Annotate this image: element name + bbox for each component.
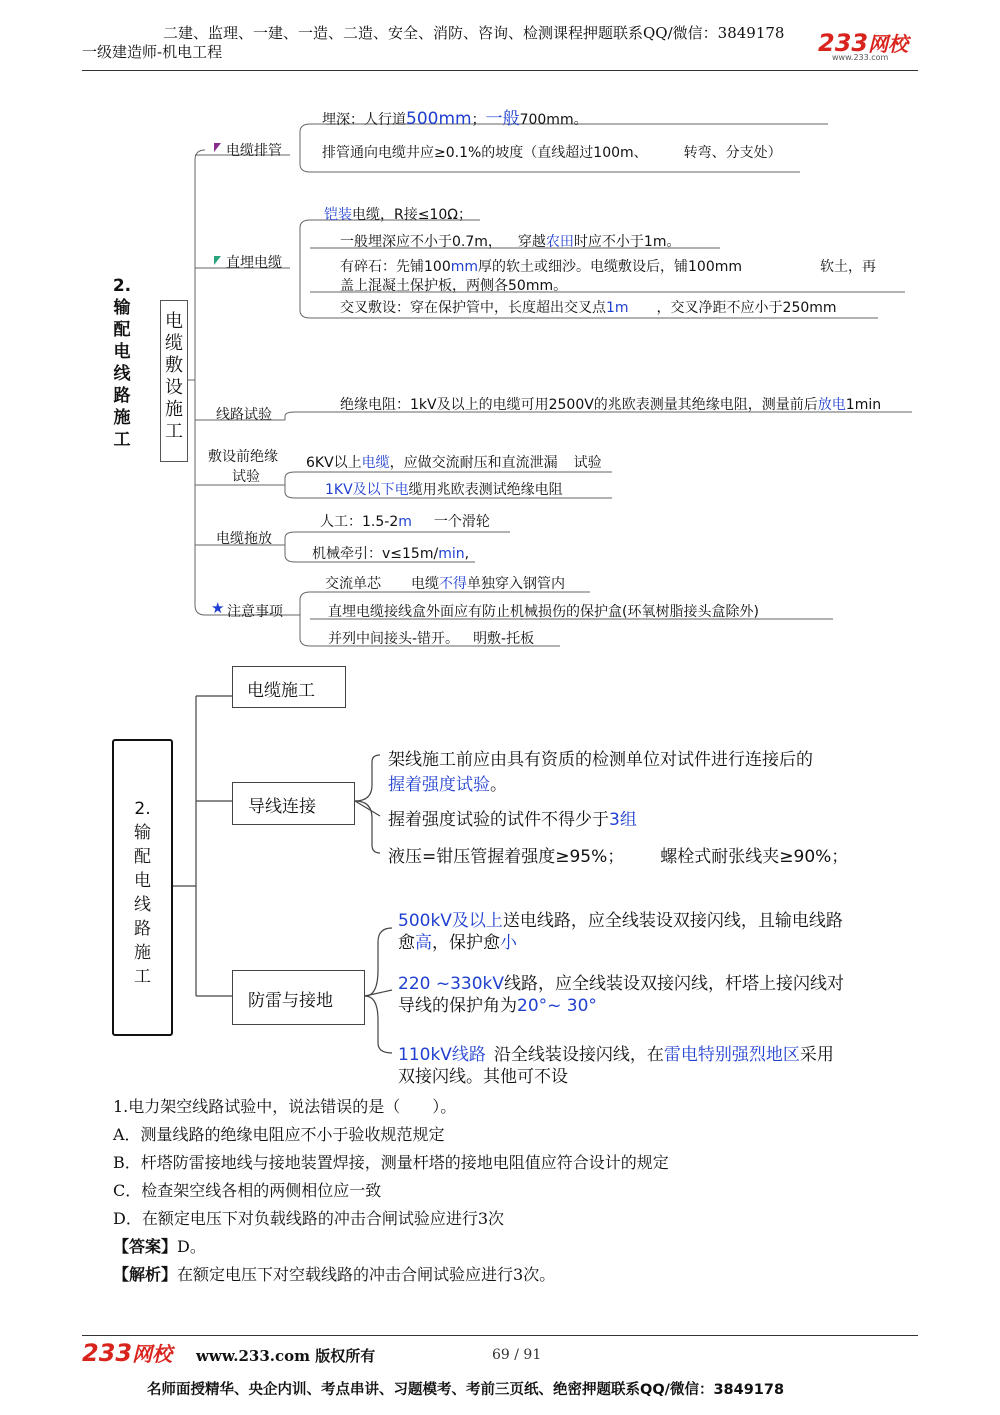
note-joint-box: 直埋电缆接线盒外面应有防止机械损伤的保护盒(环氧树脂接头盒除外) xyxy=(328,604,759,620)
conn-text-1b xyxy=(388,770,507,795)
lightning-220kv-2-b: 20°~ 30° xyxy=(517,996,597,1016)
option-c: C．检查架空线各相的两侧相位应一致 xyxy=(113,1181,382,1200)
note-parallel-b: 明敷-托板 xyxy=(473,631,535,647)
duct-depth-c: ； xyxy=(471,112,486,128)
analysis-label: 【解析】 xyxy=(113,1265,178,1284)
option-b: B．杆塔防雷接地线与接地装置焊接，测量杆塔的接地电阻值应符合设计的规定 xyxy=(113,1153,669,1172)
lightning-220kv-b: 线路，应全线装设双接闪线，杆塔上接闪线对 xyxy=(504,974,845,994)
branch-direct-burial: 直埋电缆 xyxy=(226,255,282,271)
duct-depth-e: 700mm。 xyxy=(519,112,588,128)
pre-test-6kv-c: ，应做交流耐压和直流泄漏 xyxy=(389,455,558,471)
map1-root: 2.输配电线路施工 xyxy=(112,276,132,450)
map2-root-label: 2.输配电线路施工 xyxy=(134,799,151,987)
footer-promo: 名师面授精华、央企内训、考点串讲、习题模考、考前三页纸、绝密押题联系QQ/微信：3849178 xyxy=(147,1382,785,1398)
lightning-110kv-c: 雷电特别强烈地区 xyxy=(663,1045,800,1065)
conn-text-2-a: 握着强度试验的试件不得少于 xyxy=(388,810,609,830)
duct-slope-a: 排管通向电缆井应≥0.1%的坡度（直线超过100m、 xyxy=(322,145,648,161)
lightning-110kv-b: 沿全线装设接闪线，在 xyxy=(493,1045,664,1065)
burial-gravel-b: mm xyxy=(450,259,479,275)
node-cable-construction-label: 电缆施工 xyxy=(247,681,315,701)
lightning-220kv-2-a: 导线的保护角为 xyxy=(398,996,517,1016)
pulling-machine-b: min xyxy=(438,546,465,562)
duct-depth xyxy=(322,104,588,129)
pulling-manual xyxy=(320,511,490,531)
pre-test-1kv-b: 缆用兆欧表测试绝缘电阻 xyxy=(408,482,563,498)
burial-crossing-b: 1m xyxy=(606,300,629,316)
footer-logo-number: 233 xyxy=(82,1339,133,1367)
conn-text-2-b: 3组 xyxy=(609,810,637,830)
branch-cable-duct: 电缆排管 xyxy=(226,143,282,159)
note-parallel-a: 并列中间接头-错开。 xyxy=(328,631,460,647)
pulling-manual-b: m xyxy=(398,514,412,530)
burial-gravel-c: 厚的软土或细沙。电缆敷设后，铺100mm xyxy=(478,259,743,275)
option-a: A．测量线路的绝缘电阻应不小于验收规范规定 xyxy=(113,1125,445,1144)
burial-armored-a: 铠装 xyxy=(324,207,352,223)
lightning-500kv-2-d: 小 xyxy=(500,933,517,953)
burial-depth-a: 一般埋深应不小于0.7m， xyxy=(340,234,502,250)
footer-rule xyxy=(82,1335,918,1336)
lightning-220kv-2 xyxy=(398,991,597,1016)
test-insulation-b: 放电 xyxy=(817,397,846,413)
burial-armored-b: 电缆，R接≤10Ω； xyxy=(352,207,472,223)
burial-depth-d: 时应不小于1m。 xyxy=(573,234,681,250)
conn-text-3-a: 液压=钳压管握着强度≥95%； xyxy=(388,847,625,867)
pulling-machine-a: 机械牵引：v≤15m/ xyxy=(312,546,439,562)
map1-sub-label: 电缆敷设施工 xyxy=(165,311,183,442)
node-cable-construction xyxy=(232,666,346,708)
pulling-machine xyxy=(312,543,469,563)
header-logo-text: 网校 xyxy=(868,32,909,56)
duct-slope-b: 转弯、分支处） xyxy=(683,145,782,161)
pulling-machine-c: , xyxy=(464,546,470,562)
conn-text-3 xyxy=(388,842,848,867)
analysis xyxy=(113,1262,555,1285)
header-subtitle: 一级建造师-机电工程 xyxy=(82,43,223,61)
answer-value: D。 xyxy=(177,1237,206,1256)
option-d: D．在额定电压下对负载线路的冲击合闸试验应进行3次 xyxy=(113,1209,505,1228)
duct-slope xyxy=(322,142,782,162)
burial-crossing-a: 交叉敷设：穿在保护管中，长度超出交叉点 xyxy=(340,300,606,316)
node-conductor-connection-label: 导线连接 xyxy=(248,797,316,817)
pre-test-1kv-a: 1KV及以下电 xyxy=(325,482,409,498)
pre-test-6kv-b: 电缆 xyxy=(361,455,390,471)
node-lightning-grounding xyxy=(232,970,365,1025)
footer-logo-text: 网校 xyxy=(132,1342,173,1366)
node-lightning-grounding-label: 防雷与接地 xyxy=(248,991,333,1011)
lightning-110kv-2: 双接闪线。其他可不设 xyxy=(398,1067,568,1087)
lightning-500kv-2-b: 高 xyxy=(415,933,432,953)
burial-crossing xyxy=(340,297,837,317)
conn-text-2 xyxy=(388,805,637,830)
duct-depth-a: 埋深：人行道 xyxy=(322,112,406,128)
burial-depth-b: 穿越 xyxy=(517,234,546,250)
header-promo: 二建、监理、一建、一造、二造、安全、消防、咨询、检测课程押题联系QQ/微信：3849178 xyxy=(163,24,785,42)
header-logo-number: 233 xyxy=(818,29,869,57)
lightning-500kv-a: 500kV及以上 xyxy=(398,911,503,931)
pre-test-6kv-a: 6KV以上 xyxy=(306,455,362,471)
pre-test-1kv xyxy=(325,479,563,499)
pre-test-6kv-d: 试验 xyxy=(573,455,602,471)
note-single-core-b: 电缆 xyxy=(411,576,439,592)
mindmap1-connectors xyxy=(0,0,1000,660)
footer-page-number: 69 / 91 xyxy=(492,1347,542,1363)
node-conductor-connection xyxy=(232,782,355,825)
test-insulation-c: 1min xyxy=(845,397,882,413)
conn-text-1b-a: 握着强度试验 xyxy=(388,775,490,795)
burial-depth xyxy=(340,231,680,251)
conn-text-1: 架线施工前应由具有资质的检测单位对试件进行连接后的 xyxy=(388,750,813,770)
burial-armored xyxy=(324,204,472,224)
branch-line-test: 线路试验 xyxy=(216,407,272,423)
duct-depth-d: 一般 xyxy=(485,109,520,129)
burial-gravel xyxy=(340,256,876,276)
burial-depth-c: 农田 xyxy=(545,234,574,250)
note-single-core-a: 交流单芯 xyxy=(325,576,381,592)
lightning-500kv-2-a: 愈 xyxy=(398,933,415,953)
pulling-manual-a: 人工：1.5-2 xyxy=(320,514,399,530)
note-single-core-d: 单独穿入钢管内 xyxy=(467,576,565,592)
star-icon: ★ xyxy=(211,599,225,617)
burial-crossing-c: ，交叉净距不应小于250mm xyxy=(656,300,837,316)
map1-sub-node xyxy=(160,300,188,462)
note-parallel xyxy=(328,628,534,648)
branch-pre-insulation-1: 敷设前绝缘 xyxy=(208,449,278,465)
answer xyxy=(113,1234,206,1257)
lightning-110kv-a: 110kV线路 xyxy=(398,1045,486,1065)
note-single-core xyxy=(325,573,565,593)
analysis-value: 在额定电压下对空载线路的冲击合闸试验应进行3次。 xyxy=(177,1265,556,1284)
duct-depth-b: 500mm xyxy=(406,109,472,129)
branch-cable-pulling: 电缆拖放 xyxy=(216,531,272,547)
lightning-220kv-a: 220 ~330kV xyxy=(398,974,505,994)
test-insulation-a: 绝缘电阻：1kV及以上的电缆可用2500V的兆欧表测量其绝缘电阻，测量前后 xyxy=(340,397,818,413)
lightning-110kv-d: 采用 xyxy=(799,1045,834,1065)
header-logo-url: www.233.com xyxy=(832,53,889,62)
conn-text-1b-b: 。 xyxy=(490,775,507,795)
map2-root-node xyxy=(112,739,173,1036)
footer-logo xyxy=(82,1338,172,1367)
lightning-500kv-2-c: ，保护愈 xyxy=(432,933,500,953)
burial-gravel-d: 软土，再 xyxy=(820,259,877,275)
answer-label: 【答案】 xyxy=(113,1237,178,1256)
test-insulation xyxy=(340,394,881,414)
burial-gravel-a: 有碎石：先铺100 xyxy=(340,259,451,275)
pre-test-6kv xyxy=(306,452,602,472)
branch-notes: 注意事项 xyxy=(227,604,283,620)
pulling-manual-c: 一个滑轮 xyxy=(433,514,490,530)
question-stem: 1.电力架空线路试验中，说法错误的是（ ）。 xyxy=(113,1097,457,1116)
burial-cover: 盖上混凝土保护板，两侧各50mm。 xyxy=(340,278,568,294)
note-single-core-c: 不得 xyxy=(439,576,467,592)
conn-text-3-b: 螺栓式耐张线夹≥90%； xyxy=(660,847,849,867)
lightning-500kv-b: 送电线路，应全线装设双接闪线，且输电线路 xyxy=(502,911,843,931)
lightning-500kv-2 xyxy=(398,928,517,953)
footer-copyright: www.233.com 版权所有 xyxy=(196,1347,376,1365)
branch-pre-insulation-2: 试验 xyxy=(232,469,260,485)
